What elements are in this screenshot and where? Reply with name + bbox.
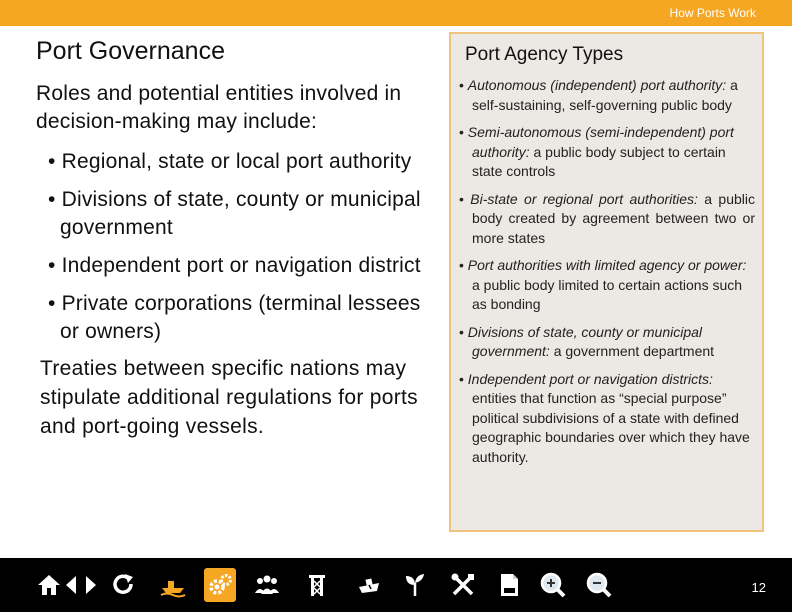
agency-types-list [459,76,755,475]
agency-types-title: Port Agency Types [465,44,624,65]
next-icon[interactable] [82,570,100,600]
home-icon[interactable] [34,570,64,600]
list-item: • Port authorities with limited agency or power: a public body limited to certain actions such as bonding [459,257,747,312]
top-bar [0,0,792,26]
agency-term: Divisions of state, county or municipal government: [467,323,703,359]
list-item: • Regional, state or local port authority [48,150,412,173]
boat-icon[interactable] [158,570,188,600]
navigation-bar [0,558,792,612]
gears-icon[interactable] [204,568,236,602]
agency-desc: entities that function as “special purpose” political subdivisions of a state with defined geographic boundaries over which they have authority. [472,390,750,465]
tools-icon[interactable] [448,570,478,600]
treaties-text: Treaties between specific nations may stipulate additional regulations for ports and port-going vessels. [40,357,418,438]
magnify-plus-icon[interactable] [538,570,568,600]
agency-desc: a self-sustaining, self-governing public body [472,77,738,113]
list-item: • Divisions of state, county or municipal government [48,188,421,239]
agency-term: Port authorities with limited agency or power: [467,257,747,273]
document-icon[interactable] [494,570,524,600]
agency-term: Autonomous (independent) port authority: [467,77,727,93]
agency-desc: a public body subject to certain state controls [472,143,726,179]
agency-desc: a public body created by agreement between two or more states [472,190,756,246]
refresh-icon[interactable] [108,570,138,600]
intro-text: Roles and potential entities involved in decision-making may include: [36,82,402,133]
main-content [36,80,436,441]
people-icon[interactable] [252,570,282,600]
list-item: • Independent port or navigation district [48,254,421,277]
magnify-minus-icon[interactable] [584,570,614,600]
plant-icon[interactable] [400,570,430,600]
entity-list [36,148,436,346]
page-number: 12 [751,580,766,595]
list-item: • Semi-autonomous (semi-independent) port authority: a public body subject to certain state controls [459,124,734,179]
agency-term: Independent port or navigation districts: [467,370,713,387]
list-item: • Independent port or navigation districts: entities that function as “special purpose” political subdivisions of a state with defined geographic boundaries over which they have authority. [459,370,750,465]
page-title: Port Governance [36,37,225,65]
ship-icon[interactable] [354,570,384,600]
list-item: • Divisions of state, county or municipal government: a government department [459,323,715,359]
agency-term: Bi-state or regional port authorities: [470,190,698,207]
agency-desc: a public body limited to certain actions such as bonding [472,276,743,312]
section-label: How Ports Work [669,6,756,20]
crane-icon[interactable] [302,570,332,600]
list-item: • Private corporations (terminal lessees or owners) [48,292,421,343]
agency-types-panel [449,32,764,532]
list-item: • Bi-state or regional port authorities: a public body created by agreement between two or more states [459,190,756,246]
agency-term: Semi-autonomous (semi-independent) port authority: [467,124,734,160]
agency-desc: a government department [553,343,715,359]
prev-icon[interactable] [62,570,80,600]
list-item: • Autonomous (independent) port authority: a self-sustaining, self-governing public body [459,77,738,113]
